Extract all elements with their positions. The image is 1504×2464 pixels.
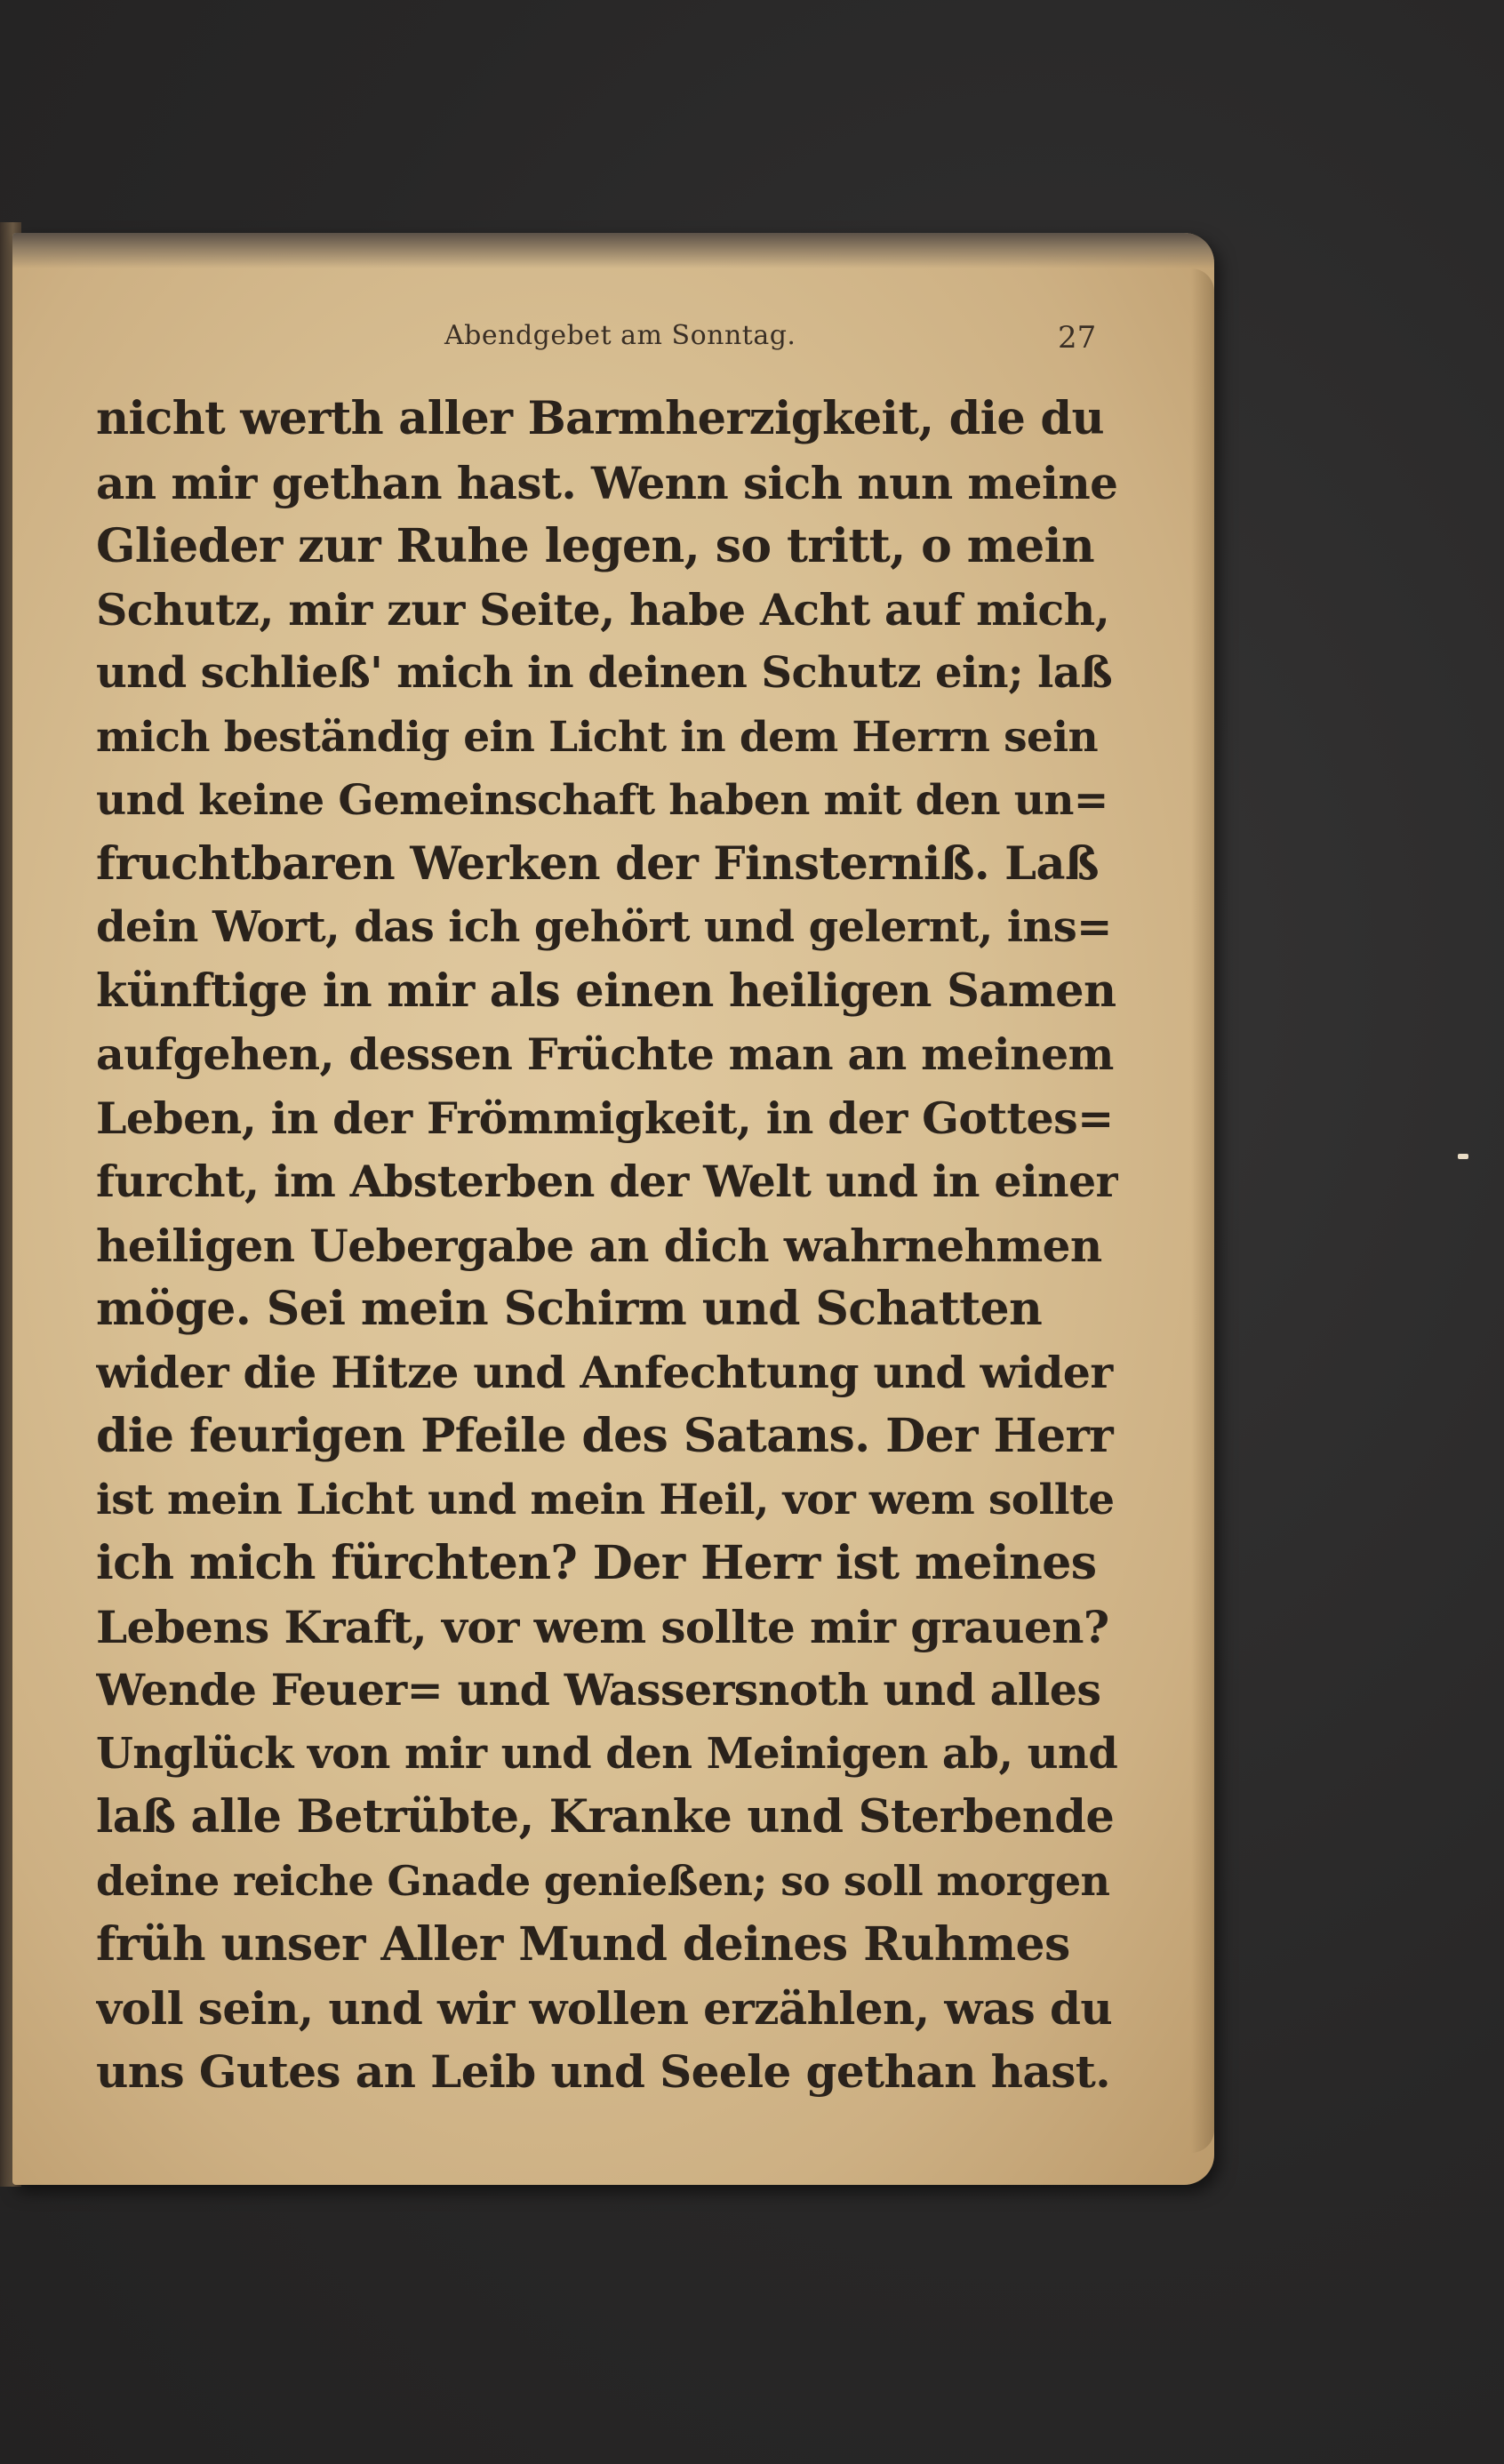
text-line: Glieder zur Ruhe legen, so tritt, o mein [96, 519, 1095, 573]
text-line: an mir gethan hast. Wenn sich nun meine [96, 456, 1118, 509]
prayer-text [96, 388, 1118, 2104]
running-head: Abendgebet am Sonntag. [444, 320, 796, 351]
text-line: und schließ' mich in deinen Schutz ein; laß [96, 648, 1113, 698]
text-line: uns Gutes an Leib und Seele gethan hast. [96, 2045, 1111, 2098]
dust-speck [1458, 1154, 1468, 1159]
text-line: dein Wort, das ich gehört und gelernt, ins= [96, 902, 1112, 952]
page-right-edge [1191, 268, 1214, 2153]
page-top-edge [12, 233, 1214, 268]
text-line: deine reiche Gnade genießen; so soll morgen [96, 1856, 1110, 1905]
text-line: nicht werth aller Barmherzigkeit, die du [96, 392, 1104, 445]
text-line: Lebens Kraft, vor wem sollte mir grauen? [96, 1600, 1109, 1653]
text-line: laß alle Betrübte, Kranke und Sterbende [96, 1790, 1115, 1844]
text-line: fruchtbaren Werken der Finsterniß. Laß [96, 836, 1100, 891]
text-line: furcht, im Absterben der Welt und in einer [96, 1156, 1118, 1207]
text-line: voll sein, und wir wollen erzählen, was du [96, 1981, 1113, 2035]
text-line: möge. Sei mein Schirm und Schatten [96, 1282, 1043, 1336]
text-line: Leben, in der Frömmigkeit, in der Gottes= [96, 1092, 1114, 1144]
text-line: ist mein Licht und mein Heil, vor wem sollte [96, 1475, 1115, 1524]
text-line: aufgehen, dessen Früchte man an meinem [96, 1028, 1114, 1080]
text-line: mich beständig ein Licht in dem Herrn sein [96, 712, 1099, 762]
text-line: heiligen Uebergabe an dich wahrnehmen [96, 1219, 1102, 1272]
text-line: die feurigen Pfeile des Satans. Der Herr [96, 1409, 1114, 1463]
text-line: früh unser Aller Mund deines Ruhmes [96, 1917, 1070, 1972]
text-line: künftige in mir als einen heiligen Samen [96, 964, 1116, 1018]
page-number: 27 [1058, 320, 1097, 356]
text-line: Unglück von mir und den Meinigen ab, und [96, 1728, 1118, 1779]
text-line: Wende Feuer= und Wassersnoth und alles [96, 1664, 1101, 1716]
text-line: und keine Gemeinschaft haben mit den un= [96, 776, 1108, 825]
text-line: wider die Hitze und Anfechtung und wider [96, 1346, 1113, 1398]
text-line: ich mich fürchten? Der Herr ist meines [96, 1536, 1097, 1590]
text-line: Schutz, mir zur Seite, habe Acht auf mich, [96, 583, 1110, 636]
